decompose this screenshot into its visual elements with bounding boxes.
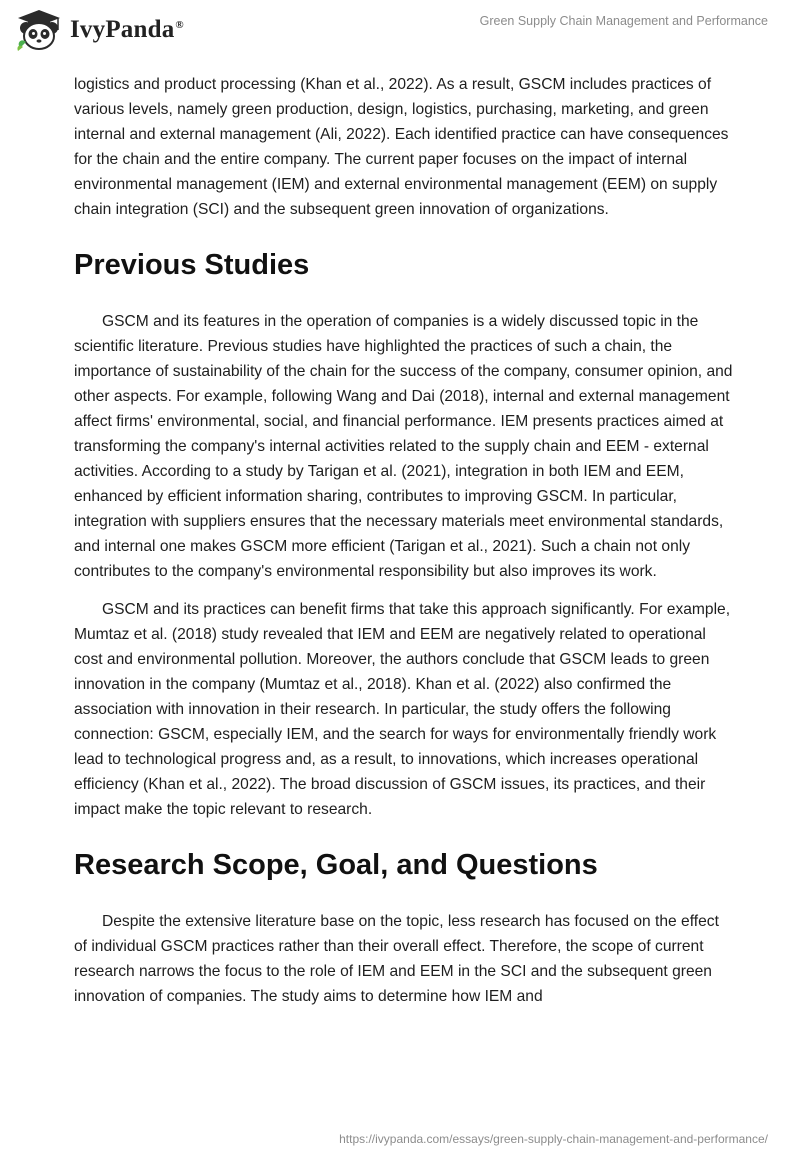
page-header [0, 0, 800, 62]
panda-graduate-icon [14, 8, 64, 52]
essay-content [74, 72, 734, 1022]
logo-text: IvyPanda [70, 16, 175, 43]
document-title: Green Supply Chain Management and Performance [479, 14, 768, 28]
previous-studies-paragraph-1: GSCM and its features in the operation of companies is a widely discussed topic in the scientific literature. Previous studies have highlighted the practices of such a chain, the importance of sustainability of the chain for the success of the company, consumer opinion, and other aspects. For example, following Wang and Dai (2018), internal and external management affect firms' environmental, social, and financial performance. IEM presents practices aimed at transforming the company's internal activities related to the supply chain and EEM - external activities. According to a study by Tarigan et al. (2021), integration in both IEM and EEM, enhanced by efficient information sharing, contributes to improving GSCM. In particular, integration with suppliers ensures that the necessary materials meet environmental standards, and internal one makes GSCM more efficient (Tarigan et al., 2021). Such a chain not only contributes to the company's environmental responsibility but also improves its work. [74, 313, 733, 580]
source-url[interactable]: https://ivypanda.com/essays/green-supply-chain-management-and-performance/ [339, 1132, 768, 1146]
section-heading-previous-studies: Previous Studies [74, 249, 310, 281]
intro-paragraph: logistics and product processing (Khan et al., 2022). As a result, GSCM includes practices of various levels, namely green production, design, logistics, purchasing, marketing, and green internal and external management (Ali, 2022). Each identified practice can have consequences for the chain and the entire company. The current paper focuses on the impact of internal environmental management (IEM) and external environmental management (EEM) on supply chain integration (SCI) and the subsequent green innovation of organizations. [74, 76, 729, 218]
logo-wordmark [70, 16, 184, 44]
previous-studies-paragraph-2: GSCM and its practices can benefit firms that take this approach significantly. For example, Mumtaz et al. (2018) study revealed that IEM and EEM are negatively related to operational cost and environmental pollution. Moreover, the authors conclude that GSCM leads to green innovation in the company (Mumtaz et al., 2018). Khan et al. (2022) also confirmed the association with innovation in their research. In particular, the study offers the following connection: GSCM, especially IEM, and the search for ways for environmentally friendly work lead to technological progress and, as a result, to innovations, which increases operational efficiency (Khan et al., 2022). The broad discussion of GSCM issues, its practices, and their impact make the topic relevant to research. [74, 601, 731, 818]
ivypanda-logo[interactable] [14, 8, 184, 52]
registered-mark: ® [175, 18, 184, 31]
research-scope-paragraph-1: Despite the extensive literature base on the topic, less research has focused on the effect of individual GSCM practices rather than their overall effect. Therefore, the scope of current research narrows the focus to the role of IEM and EEM in the SCI and the subsequent green innovation of companies. The study aims to determine how IEM and [74, 913, 719, 1005]
section-heading-research-scope: Research Scope, Goal, and Questions [74, 849, 598, 881]
